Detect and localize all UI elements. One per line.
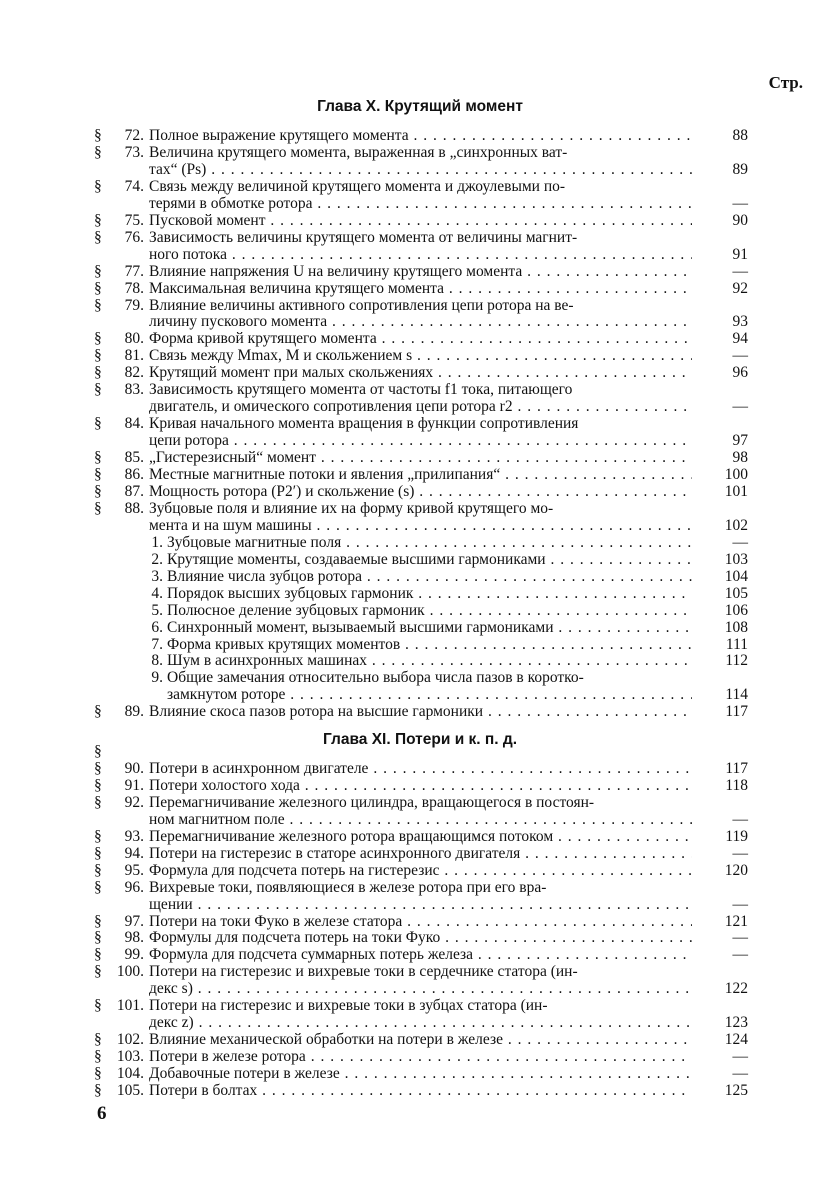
entry-title: Влияние напряжения U на величину крутящего момента . . . — [149, 263, 692, 280]
entry-number: 89. — [124, 703, 144, 721]
entry-number: 76. — [124, 228, 144, 246]
toc-line — [0, 777, 840, 794]
entry-title: Кривая начального момента вращения в функции сопротивления — [149, 415, 579, 433]
section-sign: § — [94, 759, 102, 777]
entry-title: Связь между Mmax, M и скольжением s . . . — [149, 347, 692, 364]
page-ref: 89 — [732, 160, 748, 178]
page-ref: 102 — [724, 516, 748, 534]
entry-number: 96. — [124, 878, 144, 896]
toc-line — [0, 415, 840, 432]
entry-number: 78. — [124, 279, 144, 297]
toc-line — [0, 534, 840, 551]
page-ref: 125 — [724, 1082, 748, 1099]
entry-title: „Гистерезисный“ момент . . . — [149, 449, 692, 466]
entry-title: Полюсное деление зубцовых гармоник . . . — [167, 602, 692, 619]
toc-line — [0, 483, 840, 500]
toc-line — [0, 862, 840, 879]
page-ref: 121 — [724, 912, 748, 930]
entry-title: Потери в железе ротора . . . — [149, 1048, 692, 1065]
entry-title: Форма кривой крутящего момента . . . — [149, 330, 692, 347]
page-ref: 117 — [725, 703, 748, 721]
section-sign: § — [94, 929, 102, 947]
entry-title: Потери на гистерезис и вихревые токи в сердечнике статора (ин- — [149, 963, 578, 981]
entry-title: щении . . . — [149, 896, 692, 913]
entry-title: ного потока . . . — [149, 246, 692, 263]
toc-line — [0, 913, 840, 930]
entry-number: 88. — [124, 499, 144, 517]
entry-title: Полное выражение крутящего момента . . . — [149, 127, 692, 144]
entry-number: 4. — [151, 584, 163, 602]
section-sign: § — [94, 912, 102, 930]
entry-title: Добавочные потери в железе . . . — [149, 1065, 692, 1082]
toc-line — [0, 963, 840, 980]
section-sign: § — [94, 143, 102, 161]
section-sign: § — [94, 776, 102, 794]
entry-number: 5. — [151, 601, 163, 619]
entry-number: 81. — [124, 347, 144, 365]
toc-line — [0, 619, 840, 636]
chapter-10-title: Глава X. Крутящий момент — [317, 98, 523, 115]
section-sign: § — [94, 997, 102, 1015]
section-sign: § — [94, 482, 102, 500]
chapter-11-title: Глава XI. Потери и к. п. д. — [322, 731, 518, 748]
section-sign: § — [94, 177, 102, 195]
section-sign: § — [94, 844, 102, 862]
entry-number: 74. — [124, 177, 144, 195]
page-ref: — — [732, 347, 748, 365]
page-ref: 90 — [732, 211, 748, 229]
entry-number: 85. — [124, 449, 144, 467]
entry-number: 104. — [116, 1065, 144, 1083]
page-ref: 94 — [732, 330, 748, 348]
toc-line — [0, 229, 840, 246]
toc-line — [0, 195, 840, 212]
page-ref: 105 — [724, 584, 748, 602]
entry-title: Потери на гистерезис в статоре асинхронного двигателя . . . — [149, 845, 692, 862]
toc-line — [0, 652, 840, 669]
section-sign: § — [94, 793, 102, 811]
toc-line — [0, 811, 840, 828]
page-ref: 98 — [732, 449, 748, 467]
page-ref: 124 — [724, 1031, 748, 1049]
entry-number: 75. — [124, 211, 144, 229]
toc-line — [0, 178, 840, 195]
page-ref: — — [732, 946, 748, 964]
entry-title: Потери в болтах . . . — [149, 1082, 692, 1099]
page-number: 6 — [97, 1103, 107, 1124]
page-ref: — — [732, 1065, 748, 1083]
entry-title: Потери в асинхронном двигателе . . . — [149, 760, 692, 777]
entry-number: 94. — [124, 844, 144, 862]
entry-title: Влияние скоса пазов ротора на высшие гармоники . . . — [149, 703, 692, 720]
page-ref: — — [732, 810, 748, 828]
entry-number: 101. — [116, 997, 144, 1015]
section-sign: § — [94, 963, 102, 981]
entry-title: мента и на шум машины . . . — [149, 517, 692, 534]
entry-title: Формулы для подсчета потерь на токи Фуко . . . — [149, 929, 692, 946]
entry-number: 95. — [124, 861, 144, 879]
section-sign: § — [94, 878, 102, 896]
page-ref: 122 — [724, 980, 748, 998]
page-ref: 117 — [725, 759, 748, 777]
toc-line — [0, 517, 840, 534]
section-sign: § — [94, 347, 102, 365]
entry-title: терями в обмотке ротора . . . — [149, 195, 692, 212]
page-ref: 88 — [732, 127, 748, 144]
section-sign: § — [94, 211, 102, 229]
entry-number: 99. — [124, 946, 144, 964]
section-sign: § — [94, 415, 102, 433]
section-sign: § — [94, 1031, 102, 1049]
page-ref: 104 — [724, 567, 748, 585]
page-ref: 91 — [732, 245, 748, 263]
page-ref: 93 — [732, 313, 748, 331]
entry-number: 102. — [116, 1031, 144, 1049]
toc-line — [0, 585, 840, 602]
toc-line — [0, 997, 840, 1014]
toc-line — [0, 686, 840, 703]
entry-title: Влияние величины активного сопротивления цепи ротора на ве- — [149, 296, 574, 314]
section-sign: § — [94, 330, 102, 348]
toc-line — [0, 636, 840, 653]
toc-line — [0, 432, 840, 449]
entry-number: 8. — [151, 652, 163, 670]
entry-title: Формула для подсчета суммарных потерь железа . . . — [149, 946, 692, 963]
entry-number: 93. — [124, 827, 144, 845]
entry-title: Связь между величиной крутящего момента и джоулевыми по- — [149, 177, 566, 195]
toc-line — [0, 330, 840, 347]
toc-line — [0, 669, 840, 686]
entry-number: 82. — [124, 364, 144, 382]
entry-title: Местные магнитные потоки и явления „прилипания“ . . . — [149, 466, 692, 483]
entry-title: Зависимость крутящего момента от частоты f1 тока, питающего — [149, 381, 573, 399]
toc-line — [0, 313, 840, 330]
page-ref: 120 — [724, 861, 748, 879]
entry-title: Общие замечания относительно выбора числа пазов в коротко- — [167, 669, 584, 687]
section-sign: § — [94, 262, 102, 280]
entry-number: 98. — [124, 929, 144, 947]
toc-line — [0, 144, 840, 161]
entry-number: 9. — [151, 669, 163, 687]
page-ref: 92 — [732, 279, 748, 297]
page-ref: — — [732, 262, 748, 280]
entry-number: 90. — [124, 759, 144, 777]
toc-line — [0, 280, 840, 297]
entry-number: 100. — [116, 963, 144, 981]
toc-line — [0, 845, 840, 862]
toc-line — [0, 161, 840, 178]
page-ref: 101 — [724, 482, 748, 500]
entry-title: Максимальная величина крутящего момента . . . — [149, 280, 692, 297]
page-ref: — — [732, 844, 748, 862]
entry-number: 87. — [124, 482, 144, 500]
page-ref: — — [732, 1048, 748, 1066]
entry-number: 1. — [151, 533, 163, 551]
page-column-label: Стр. — [768, 73, 803, 92]
section-sign: § — [94, 499, 102, 517]
section-sign: § — [94, 296, 102, 314]
section-sign: § — [94, 703, 102, 721]
entry-title: Мощность ротора (P2′) и скольжение (s) . . . — [149, 483, 692, 500]
toc-line — [0, 896, 840, 913]
toc-line — [0, 760, 840, 777]
toc-line — [0, 449, 840, 466]
page-ref: 119 — [725, 827, 748, 845]
entry-number: 72. — [124, 127, 144, 144]
toc-line — [0, 364, 840, 381]
page-ref: 114 — [725, 686, 748, 704]
page-ref: 103 — [724, 550, 748, 568]
toc-line — [0, 929, 840, 946]
section-sign: § — [94, 946, 102, 964]
toc-line — [0, 1048, 840, 1065]
toc-line — [0, 1065, 840, 1082]
entry-number: 97. — [124, 912, 144, 930]
page-ref: — — [732, 194, 748, 212]
toc-line — [0, 1031, 840, 1048]
entry-title: ном магнитном поле . . . — [149, 811, 692, 828]
entry-number: 6. — [151, 618, 163, 636]
entry-title: Форма кривых крутящих моментов . . . — [167, 636, 692, 653]
page-ref: 106 — [724, 601, 748, 619]
entry-number: 77. — [124, 262, 144, 280]
toc-line — [0, 879, 840, 896]
entry-title: Пусковой момент . . . — [149, 212, 692, 229]
entry-title: Вихревые токи, появляющиеся в железе ротора при его вра- — [149, 878, 547, 896]
page-ref: 97 — [732, 432, 748, 450]
entry-number: 86. — [124, 466, 144, 483]
entry-number: 91. — [124, 776, 144, 794]
entry-title: декс s) . . . — [149, 980, 692, 997]
toc-line — [0, 263, 840, 280]
section-sign: § — [94, 449, 102, 467]
entry-title: Потери холостого хода . . . — [149, 777, 692, 794]
entry-number: 92. — [124, 793, 144, 811]
toc-line — [0, 127, 840, 144]
entry-title: Перемагничивание железного цилиндра, вращающегося в постоян- — [149, 793, 595, 811]
section-sign: § — [94, 827, 102, 845]
entry-title: Формула для подсчета потерь на гистерезис . . . — [149, 862, 692, 879]
section-sign: § — [94, 861, 102, 879]
toc-line — [0, 297, 840, 314]
entry-title: Влияние механической обработки на потери в железе . . . — [149, 1031, 692, 1048]
entry-title: Потери на токи Фуко в железе статора . . . — [149, 913, 692, 930]
entry-title: Крутящий момент при малых скольжениях . . . — [149, 364, 692, 381]
entry-title: Зубцовые магнитные поля . . . — [167, 534, 692, 551]
toc-line — [0, 946, 840, 963]
toc-line — [0, 568, 840, 585]
toc-line — [0, 466, 840, 483]
section-sign: § — [94, 1065, 102, 1083]
entry-title: замкнутом роторе . . . — [167, 686, 692, 703]
toc-line — [0, 1014, 840, 1031]
entry-title: Зубцовые поля и влияние их на форму кривой крутящего мо- — [149, 499, 554, 517]
entry-number: 103. — [116, 1048, 144, 1066]
section-sign: § — [94, 364, 102, 382]
toc-line — [0, 602, 840, 619]
entry-title: тах“ (Ps) . . . — [149, 161, 692, 178]
toc-line — [0, 246, 840, 263]
section-sign: § — [94, 127, 102, 144]
page-ref: 96 — [732, 364, 748, 382]
page-ref: 100 — [724, 466, 748, 483]
entry-title: Перемагничивание железного ротора вращающимся потоком . . . — [149, 828, 692, 845]
entry-number: 3. — [151, 567, 163, 585]
toc-line — [0, 828, 840, 845]
entry-title: двигатель, и омического сопротивления цепи ротора r2 . . . — [149, 398, 692, 415]
entry-title: Шум в асинхронных машинах . . . — [167, 652, 692, 669]
toc-line — [0, 347, 840, 364]
toc-line — [0, 980, 840, 997]
section-sign: § — [94, 381, 102, 399]
section-sign: § — [94, 228, 102, 246]
page-ref: 123 — [724, 1014, 748, 1032]
entry-number: 7. — [151, 635, 163, 653]
page-ref: — — [732, 929, 748, 947]
page-ref: 108 — [724, 618, 748, 636]
page-ref: — — [732, 398, 748, 416]
entry-number: 2. — [151, 550, 163, 568]
entry-title: цепи ротора . . . — [149, 432, 692, 449]
entry-number: 83. — [124, 381, 144, 399]
toc-line — [0, 381, 840, 398]
entry-title: Синхронный момент, вызываемый высшими гармониками . . . — [167, 619, 692, 636]
entry-number: 73. — [124, 143, 144, 161]
entry-title: Порядок высших зубцовых гармоник . . . — [167, 585, 692, 602]
toc-line — [0, 398, 840, 415]
entry-number: 79. — [124, 296, 144, 314]
toc-line — [0, 743, 840, 760]
toc-line — [0, 703, 840, 720]
section-sign: § — [94, 1082, 102, 1099]
entry-title: Величина крутящего момента, выраженная в „синхронных ват- — [149, 143, 568, 161]
entry-number: 80. — [124, 330, 144, 348]
toc-line — [0, 794, 840, 811]
toc-line — [0, 212, 840, 229]
page-ref: — — [732, 895, 748, 913]
entry-number: 105. — [116, 1082, 144, 1099]
entry-title: Потери на гистерезис и вихревые токи в зубцах статора (ин- — [149, 997, 548, 1015]
entry-title: Крутящие моменты, создаваемые высшими гармониками . . . — [167, 551, 692, 568]
page-ref: — — [732, 533, 748, 551]
toc-line — [0, 1082, 840, 1099]
entry-title: личину пускового момента . . . — [149, 313, 692, 330]
section-sign: § — [94, 743, 102, 760]
toc-line — [0, 551, 840, 568]
section-sign: § — [94, 466, 102, 483]
page-ref: 118 — [725, 776, 748, 794]
section-sign: § — [94, 279, 102, 297]
section-sign: § — [94, 1048, 102, 1066]
entry-number: 84. — [124, 415, 144, 433]
toc-line — [0, 500, 840, 517]
entry-title: Влияние числа зубцов ротора . . . — [167, 568, 692, 585]
entry-title: Зависимость величины крутящего момента от величины магнит- — [149, 228, 578, 246]
page-ref: 111 — [725, 635, 748, 653]
page-ref: 112 — [725, 652, 748, 670]
entry-title: декс z) . . . — [149, 1014, 692, 1031]
